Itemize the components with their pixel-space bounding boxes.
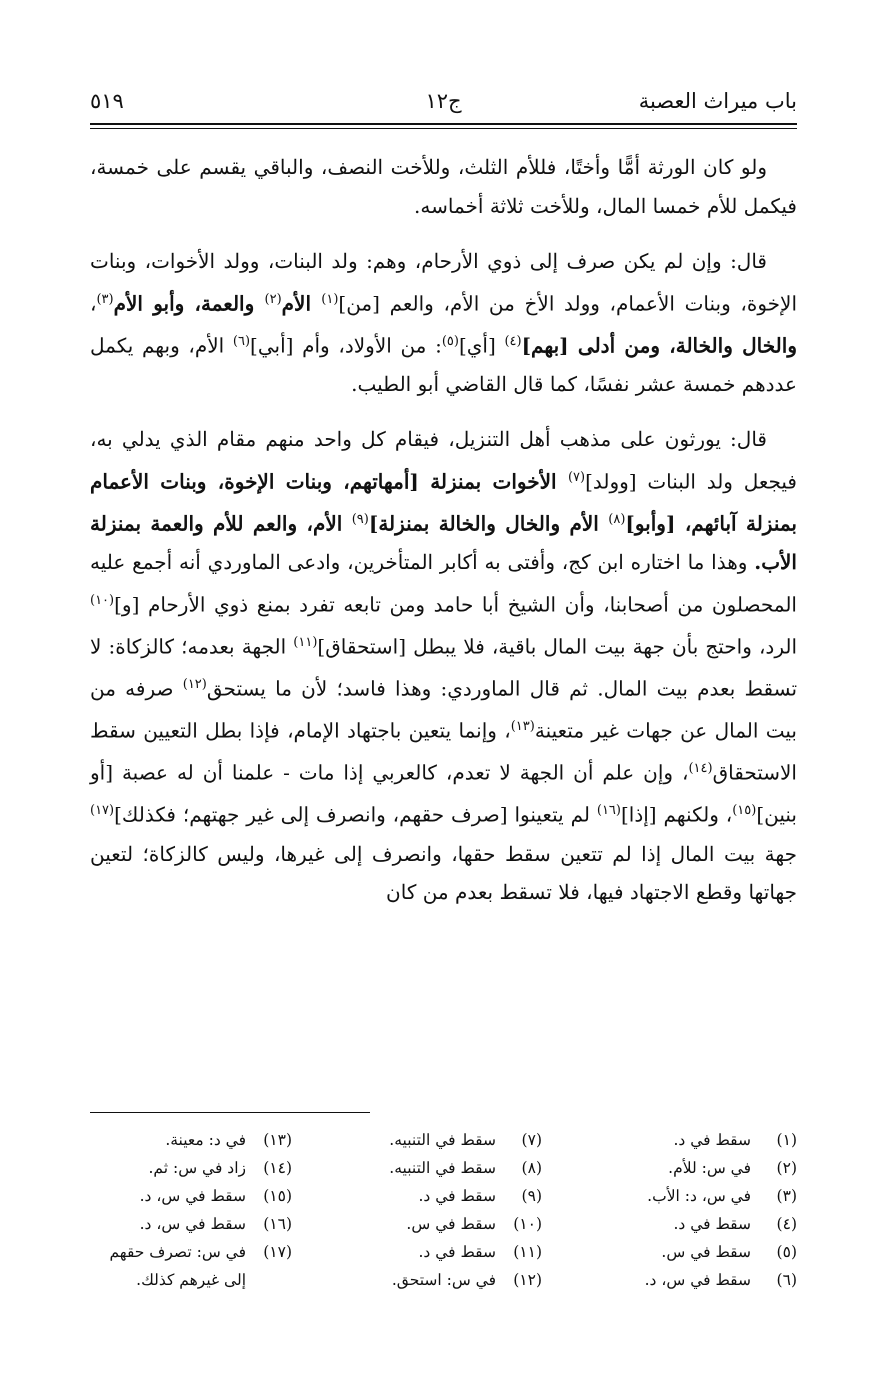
text-run: : من الأولاد، وأم [أبي] (250, 333, 442, 358)
footnote-rule (90, 1112, 370, 1113)
footnote-text: سقط في س، د. (139, 1187, 246, 1205)
text-run: ، وإنما يتعين باجتهاد الإمام، فإذا بطل التعيين سقط الاستحقاق (90, 718, 797, 785)
footnote-text: سقط في التنبيه. (389, 1159, 496, 1177)
bold-text: والعمة، وأبو الأم (113, 291, 265, 316)
footnote-number: (١١) (513, 1243, 542, 1261)
footnote-number: (٣) (776, 1187, 797, 1205)
footnote-text: سقط في التنبيه. (389, 1131, 496, 1149)
footnote (37, 1238, 292, 1294)
footnote-text: سقط في د. (418, 1187, 496, 1205)
footnote-marker: (١٠) (90, 592, 115, 608)
footnote-marker: (١١) (293, 634, 318, 650)
footnote (37, 1126, 292, 1154)
main-text (90, 148, 797, 929)
footnote (287, 1238, 542, 1266)
text-run: صرفه من بيت المال عن جهات غير متعينة (90, 676, 797, 743)
paragraph (90, 420, 797, 911)
footnote-marker: (٤) (504, 333, 522, 349)
chapter-title: باب ميراث العصبة (638, 89, 797, 113)
footnote (37, 1154, 292, 1182)
text-run: [أي] (458, 333, 505, 358)
footnote-marker: (١٥) (732, 803, 757, 819)
footnote (557, 1154, 797, 1182)
footnote-marker: (١٦) (596, 803, 621, 819)
footnote-number: (٧) (521, 1131, 542, 1149)
footnote (557, 1238, 797, 1266)
bold-text: الأخوات بمنزلة [أمهاتهم، وبنات الإخوة، وبنات الأعمام بمنزلة آبائهم، [وأبو] (90, 469, 798, 536)
footnote-marker: (٣) (96, 291, 114, 307)
page-number: ٥١٩ (90, 89, 124, 113)
footnote-marker: (٥) (441, 333, 459, 349)
bold-text: الأم والخال والخالة بمنزلة] (368, 511, 609, 536)
paragraph (90, 148, 797, 225)
footnote-marker: (٨) (608, 511, 626, 527)
footnote-text: في س: للأم. (668, 1159, 751, 1177)
footnote-text: سقط في د. (673, 1131, 751, 1149)
footnote-text: سقط في س. (406, 1215, 496, 1233)
footnote-column (557, 1126, 797, 1294)
text-run: جهة بيت المال إذا لم تتعين سقط حقها، وانصرف إلى غيرها، وليس كالزكاة؛ لتعين جهاتها وقطع الاجتهاد فيها، فلا تسقط بعدم من كان (90, 841, 797, 905)
footnote-column (287, 1126, 542, 1294)
footnote-column (37, 1126, 292, 1294)
footnote (557, 1266, 797, 1294)
footnote-number: (١٤) (263, 1159, 292, 1177)
footnote (557, 1210, 797, 1238)
footnote (287, 1182, 542, 1210)
text-run: الجهة بعدمه؛ كالزكاة: لا تسقط بعدم بيت المال. ثم قال الماوردي: وهذا فاسد؛ لأن ما يستحق (90, 634, 798, 701)
text-run: الأم، وبهم يكمل عددهم خمسة عشر نفسًا، كما قال القاضي أبو الطيب. (90, 333, 797, 396)
footnote-text: سقط في س، د. (139, 1215, 246, 1233)
footnote-text: في س: تصرف حقهم (109, 1243, 246, 1261)
footnote-number: (١٧) (263, 1243, 292, 1261)
footnote (287, 1210, 542, 1238)
footnote (287, 1154, 542, 1182)
footnote-number: (١٥) (263, 1187, 292, 1205)
footnote-continuation: إلى غيرهم كذلك. (136, 1271, 246, 1289)
text-run: الرد، واحتج بأن جهة بيت المال باقية، فلا يبطل [استحقاق] (317, 634, 798, 659)
footnote-number: (١٦) (263, 1215, 292, 1233)
footnote-text: في س، د: الأب. (647, 1187, 751, 1205)
footnote (37, 1210, 292, 1238)
header-rule (90, 123, 797, 129)
footnote-text: في د: معينة. (165, 1131, 246, 1149)
footnote-number: (٢) (776, 1159, 797, 1177)
footnote-marker: (١٣) (510, 719, 535, 735)
footnote (287, 1266, 542, 1294)
text-run: قال: يورثون على مذهب أهل التنزيل، (439, 427, 767, 452)
footnote-text: سقط في س، د. (644, 1271, 751, 1289)
text-run: فيقام كل واحد منهم مقام الذي يدلي به، فيجعل ولد البنات [وولد] (90, 427, 797, 494)
footnote-text: سقط في س. (661, 1243, 751, 1261)
footnote-number: (١) (776, 1131, 797, 1149)
footnote-marker: (١) (321, 291, 339, 307)
footnote-text: سقط في د. (673, 1215, 751, 1233)
text-run: قال: وإن لم يكن صرف إلى ذوي الأرحام، وهم: ولد البنات، وولد الأخوات، وبنات الإخوة، وبنات الأعمام، وولد الأخ من الأم، والعم [من] (90, 249, 798, 316)
footnote-number: (٤) (776, 1215, 797, 1233)
footnote-number: (٩) (521, 1187, 542, 1205)
footnote (557, 1182, 797, 1210)
text-run: وهذا ما اختاره ابن كج، وأفتى به أكابر المتأخرين، وادعى الماوردي أنه أجمع عليه المحصلون من أصحابنا، وأن الشيخ أبا حامد ومن تابعه تفرد بمنع ذوي الأرحام [و] (90, 550, 797, 617)
footnote-marker: (١٧) (90, 803, 115, 819)
footnote-number: (٨) (521, 1159, 542, 1177)
footnote-text: زاد في س: ثم. (148, 1159, 246, 1177)
footnote-marker: (١٤) (688, 761, 713, 777)
footnote (287, 1126, 542, 1154)
footnote-marker: (٧) (567, 469, 586, 485)
paragraph (90, 242, 797, 403)
footnote-text: في س: استحق. (391, 1271, 496, 1289)
footnote-number: (١٢) (513, 1271, 542, 1289)
bold-text: الأم، والعم للأم والعمة بمنزلة الأب. (90, 511, 797, 575)
text-run: ولو كان الورثة أمًّا وأختًا، فللأم الثلث، وللأخت النصف، والباقي يقسم على خمسة، فيكمل للأم خمسا المال، وللأخت ثلاثة أخماسه. (90, 155, 797, 218)
text-run: لم يتعينوا [صرف حقهم، وانصرف إلى غير جهتهم؛ فكذلك] (114, 803, 597, 828)
footnote-number: (٥) (776, 1243, 797, 1261)
footnote-marker: (١٢) (182, 676, 207, 692)
footnote-marker: (٦) (232, 333, 251, 349)
bold-text: الأم (281, 291, 322, 316)
footnote-marker: (٢) (264, 291, 282, 307)
footnote-text: سقط في د. (418, 1243, 496, 1261)
footnote (557, 1126, 797, 1154)
footnote-number: (٦) (776, 1271, 797, 1289)
text-run: ، ولكنهم [إذا] (620, 803, 733, 828)
footnote (37, 1182, 292, 1210)
footnote-number: (١٣) (263, 1131, 292, 1149)
volume-label: ج١٢ (425, 89, 462, 113)
text-run: ، (90, 291, 97, 316)
text-run: ، وإن علم أن الجهة لا تعدم، كالعربي إذا مات - علمنا أن له عصبة [أو بنين] (90, 760, 797, 828)
bold-text: والخال والخالة، ومن أدلى [بهم] (521, 333, 797, 358)
running-header (90, 84, 797, 118)
footnote-marker: (٩) (351, 511, 369, 527)
footnote-number: (١٠) (513, 1215, 542, 1233)
footnotes (90, 1126, 797, 1326)
